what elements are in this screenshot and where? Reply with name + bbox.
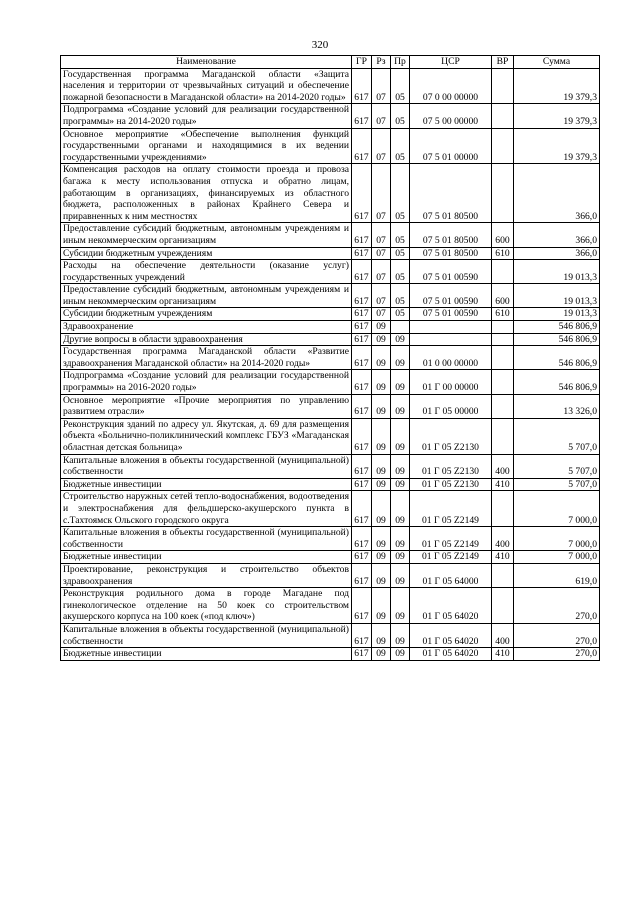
cell-csr: 01 Г 05 Z2130 <box>410 478 492 491</box>
header-sum: Сумма <box>514 56 600 69</box>
table-row <box>61 308 600 321</box>
table-row <box>61 623 600 647</box>
cell-sum: 5 707,0 <box>514 418 600 454</box>
cell-csr: 01 Г 05 Z2149 <box>410 527 492 551</box>
cell-name: Государственная программа Магаданской области «Развитие здравоохранения Магаданской области» на 2014-2020 годы» <box>61 346 352 370</box>
cell-pr: 09 <box>391 333 410 346</box>
cell-name: Субсидии бюджетным учреждениям <box>61 308 352 321</box>
header-name: Наименование <box>61 56 352 69</box>
cell-rz: 07 <box>372 68 391 104</box>
cell-csr: 01 Г 05 Z2149 <box>410 491 492 527</box>
cell-sum: 19 379,3 <box>514 128 600 164</box>
cell-rz: 09 <box>372 418 391 454</box>
cell-name: Реконструкция родильного дома в городе Магадане под гинекологическое отделение на 50 коек со строительством акушерского корпуса на 100 коек («под ключ») <box>61 588 352 624</box>
cell-name: Основное мероприятие «Обеспечение выполнения функций государственными органами и находящимися в их ведении государственными учреждениями» <box>61 128 352 164</box>
cell-sum: 270,0 <box>514 588 600 624</box>
table-row <box>61 333 600 346</box>
cell-rz: 09 <box>372 491 391 527</box>
table-row <box>61 563 600 587</box>
cell-pr: 09 <box>391 394 410 418</box>
cell-name: Строительство наружных сетей тепло-водоснабжения, водоотведения и электроснабжения для фельдшерско-акушерского пункта в с.Тахтоямск Ольского городского округа <box>61 491 352 527</box>
table-row <box>61 223 600 247</box>
cell-rz: 09 <box>372 333 391 346</box>
table-row <box>61 284 600 308</box>
cell-rz: 07 <box>372 247 391 260</box>
cell-csr: 01 0 00 00000 <box>410 346 492 370</box>
cell-sum: 270,0 <box>514 623 600 647</box>
cell-vr <box>492 563 514 587</box>
header-csr: ЦСР <box>410 56 492 69</box>
table-row <box>61 104 600 128</box>
cell-vr <box>492 370 514 394</box>
table-row <box>61 370 600 394</box>
cell-gr: 617 <box>352 418 372 454</box>
header-pr: Пр <box>391 56 410 69</box>
cell-sum: 13 326,0 <box>514 394 600 418</box>
cell-rz: 09 <box>372 623 391 647</box>
cell-csr: 01 Г 00 00000 <box>410 370 492 394</box>
cell-pr: 05 <box>391 284 410 308</box>
cell-gr: 617 <box>352 308 372 321</box>
cell-csr: 07 5 01 80500 <box>410 247 492 260</box>
cell-pr: 05 <box>391 260 410 284</box>
cell-vr: 410 <box>492 648 514 661</box>
cell-vr <box>492 321 514 334</box>
cell-gr: 617 <box>352 247 372 260</box>
cell-name: Здравоохранение <box>61 321 352 334</box>
cell-vr <box>492 588 514 624</box>
cell-rz: 07 <box>372 223 391 247</box>
cell-pr: 09 <box>391 346 410 370</box>
cell-rz: 09 <box>372 394 391 418</box>
cell-vr: 600 <box>492 223 514 247</box>
table-row <box>61 454 600 478</box>
cell-vr <box>492 260 514 284</box>
cell-rz: 07 <box>372 308 391 321</box>
cell-vr <box>492 164 514 223</box>
cell-gr: 617 <box>352 623 372 647</box>
cell-vr <box>492 346 514 370</box>
cell-vr: 410 <box>492 478 514 491</box>
cell-rz: 09 <box>372 648 391 661</box>
cell-pr: 05 <box>391 308 410 321</box>
cell-pr: 09 <box>391 588 410 624</box>
table-row <box>61 346 600 370</box>
cell-pr: 05 <box>391 164 410 223</box>
table-row <box>61 394 600 418</box>
cell-name: Проектирование, реконструкция и строительство объектов здравоохранения <box>61 563 352 587</box>
cell-pr: 09 <box>391 418 410 454</box>
cell-vr <box>492 491 514 527</box>
cell-name: Субсидии бюджетным учреждениям <box>61 247 352 260</box>
cell-sum: 19 013,3 <box>514 308 600 321</box>
cell-name: Расходы на обеспечение деятельности (оказание услуг) государственных учреждений <box>61 260 352 284</box>
table-header <box>61 56 600 69</box>
cell-gr: 617 <box>352 68 372 104</box>
table-row <box>61 418 600 454</box>
cell-csr: 07 5 01 80500 <box>410 164 492 223</box>
cell-name: Капитальные вложения в объекты государственной (муниципальной) собственности <box>61 454 352 478</box>
cell-pr: 05 <box>391 247 410 260</box>
table-row <box>61 128 600 164</box>
cell-rz: 09 <box>372 563 391 587</box>
cell-name: Капитальные вложения в объекты государственной (муниципальной) собственности <box>61 527 352 551</box>
cell-gr: 617 <box>352 346 372 370</box>
cell-gr: 617 <box>352 321 372 334</box>
cell-name: Бюджетные инвестиции <box>61 648 352 661</box>
cell-name: Подпрограмма «Создание условий для реализации государственной программы» на 2016-2020 годы» <box>61 370 352 394</box>
cell-gr: 617 <box>352 478 372 491</box>
cell-pr: 09 <box>391 370 410 394</box>
cell-gr: 617 <box>352 370 372 394</box>
header-gr: ГР <box>352 56 372 69</box>
cell-gr: 617 <box>352 648 372 661</box>
cell-name: Другие вопросы в области здравоохранения <box>61 333 352 346</box>
cell-name: Подпрограмма «Создание условий для реализации государственной программы» на 2014-2020 годы» <box>61 104 352 128</box>
cell-csr: 01 Г 05 Z2130 <box>410 418 492 454</box>
cell-sum: 546 806,9 <box>514 346 600 370</box>
cell-csr <box>410 333 492 346</box>
cell-csr: 01 Г 05 64020 <box>410 648 492 661</box>
budget-table <box>60 55 600 661</box>
cell-gr: 617 <box>352 491 372 527</box>
cell-gr: 617 <box>352 588 372 624</box>
cell-pr: 09 <box>391 527 410 551</box>
cell-sum: 546 806,9 <box>514 370 600 394</box>
cell-csr: 01 Г 05 64020 <box>410 623 492 647</box>
cell-vr <box>492 128 514 164</box>
cell-sum: 619,0 <box>514 563 600 587</box>
cell-sum: 7 000,0 <box>514 527 600 551</box>
cell-name: Предоставление субсидий бюджетным, автономным учреждениям и иным некоммерческим организациям <box>61 284 352 308</box>
table-row <box>61 164 600 223</box>
cell-rz: 07 <box>372 128 391 164</box>
cell-name: Основное мероприятие «Прочие мероприятия по управлению развитием отрасли» <box>61 394 352 418</box>
cell-name: Капитальные вложения в объекты государственной (муниципальной) собственности <box>61 623 352 647</box>
header-vr: ВР <box>492 56 514 69</box>
cell-name: Предоставление субсидий бюджетным, автономным учреждениям и иным некоммерческим организациям <box>61 223 352 247</box>
cell-csr: 07 5 01 00590 <box>410 260 492 284</box>
cell-name: Бюджетные инвестиции <box>61 551 352 564</box>
cell-rz: 09 <box>372 551 391 564</box>
cell-pr: 09 <box>391 491 410 527</box>
table-row <box>61 321 600 334</box>
cell-sum: 7 000,0 <box>514 491 600 527</box>
page-number: 320 <box>311 39 329 51</box>
cell-pr <box>391 321 410 334</box>
table-row <box>61 527 600 551</box>
cell-rz: 09 <box>372 454 391 478</box>
cell-sum: 5 707,0 <box>514 478 600 491</box>
cell-csr: 01 Г 05 64020 <box>410 588 492 624</box>
cell-gr: 617 <box>352 563 372 587</box>
cell-csr <box>410 321 492 334</box>
cell-sum: 366,0 <box>514 247 600 260</box>
cell-name: Государственная программа Магаданской области «Защита населения и территории от чрезвычайных ситуаций и обеспечение пожарной безопасности в Магаданской области» на 2014-2020 годы» <box>61 68 352 104</box>
cell-sum: 19 013,3 <box>514 260 600 284</box>
cell-gr: 617 <box>352 333 372 346</box>
cell-pr: 09 <box>391 648 410 661</box>
cell-vr <box>492 104 514 128</box>
cell-csr: 07 5 01 80500 <box>410 223 492 247</box>
cell-pr: 05 <box>391 68 410 104</box>
cell-rz: 09 <box>372 321 391 334</box>
cell-gr: 617 <box>352 128 372 164</box>
cell-gr: 617 <box>352 394 372 418</box>
cell-vr: 400 <box>492 527 514 551</box>
cell-pr: 09 <box>391 623 410 647</box>
cell-name: Бюджетные инвестиции <box>61 478 352 491</box>
cell-gr: 617 <box>352 164 372 223</box>
cell-sum: 546 806,9 <box>514 333 600 346</box>
cell-sum: 19 013,3 <box>514 284 600 308</box>
table-row <box>61 551 600 564</box>
cell-rz: 07 <box>372 104 391 128</box>
cell-sum: 19 379,3 <box>514 104 600 128</box>
cell-csr: 01 Г 05 00000 <box>410 394 492 418</box>
cell-pr: 05 <box>391 223 410 247</box>
cell-sum: 270,0 <box>514 648 600 661</box>
table-row <box>61 260 600 284</box>
header-row <box>61 56 600 69</box>
cell-csr: 01 Г 05 Z2130 <box>410 454 492 478</box>
cell-pr: 09 <box>391 563 410 587</box>
cell-pr: 09 <box>391 551 410 564</box>
cell-csr: 01 Г 05 Z2149 <box>410 551 492 564</box>
table-row <box>61 478 600 491</box>
cell-csr: 07 5 01 00590 <box>410 308 492 321</box>
cell-vr <box>492 394 514 418</box>
cell-vr: 600 <box>492 284 514 308</box>
cell-pr: 05 <box>391 104 410 128</box>
cell-gr: 617 <box>352 260 372 284</box>
table-row <box>61 588 600 624</box>
cell-vr <box>492 418 514 454</box>
table-row <box>61 491 600 527</box>
cell-vr <box>492 68 514 104</box>
cell-vr: 610 <box>492 247 514 260</box>
table-body <box>61 68 600 660</box>
cell-csr: 07 5 01 00000 <box>410 128 492 164</box>
cell-csr: 07 5 01 00590 <box>410 284 492 308</box>
cell-sum: 546 806,9 <box>514 321 600 334</box>
cell-rz: 09 <box>372 370 391 394</box>
cell-sum: 366,0 <box>514 164 600 223</box>
cell-gr: 617 <box>352 527 372 551</box>
cell-gr: 617 <box>352 454 372 478</box>
cell-name: Реконструкция зданий по адресу ул. Якутская, д. 69 для размещения объекта «Больнично-поликлинический комплекс ГБУЗ «Магаданская областная детская больница» <box>61 418 352 454</box>
cell-rz: 07 <box>372 164 391 223</box>
cell-rz: 09 <box>372 346 391 370</box>
cell-rz: 09 <box>372 527 391 551</box>
cell-vr: 400 <box>492 623 514 647</box>
cell-vr <box>492 333 514 346</box>
cell-sum: 5 707,0 <box>514 454 600 478</box>
cell-pr: 09 <box>391 454 410 478</box>
cell-name: Компенсация расходов на оплату стоимости проезда и провоза багажа к месту использования отпуска и обратно лицам, работающим в организациях, финансируемых из областного бюджета, расположенных в районах Крайнего Севера и приравненных к ним местностях <box>61 164 352 223</box>
cell-vr: 410 <box>492 551 514 564</box>
cell-pr: 09 <box>391 478 410 491</box>
cell-gr: 617 <box>352 284 372 308</box>
cell-sum: 19 379,3 <box>514 68 600 104</box>
cell-gr: 617 <box>352 223 372 247</box>
cell-sum: 7 000,0 <box>514 551 600 564</box>
table-row <box>61 648 600 661</box>
cell-gr: 617 <box>352 551 372 564</box>
header-rz: Рз <box>372 56 391 69</box>
cell-vr: 610 <box>492 308 514 321</box>
table-row <box>61 247 600 260</box>
cell-rz: 07 <box>372 260 391 284</box>
cell-rz: 09 <box>372 478 391 491</box>
cell-pr: 05 <box>391 128 410 164</box>
cell-gr: 617 <box>352 104 372 128</box>
cell-csr: 07 0 00 00000 <box>410 68 492 104</box>
cell-csr: 07 5 00 00000 <box>410 104 492 128</box>
cell-csr: 01 Г 05 64000 <box>410 563 492 587</box>
cell-rz: 09 <box>372 588 391 624</box>
cell-rz: 07 <box>372 284 391 308</box>
cell-sum: 366,0 <box>514 223 600 247</box>
cell-vr: 400 <box>492 454 514 478</box>
table-row <box>61 68 600 104</box>
